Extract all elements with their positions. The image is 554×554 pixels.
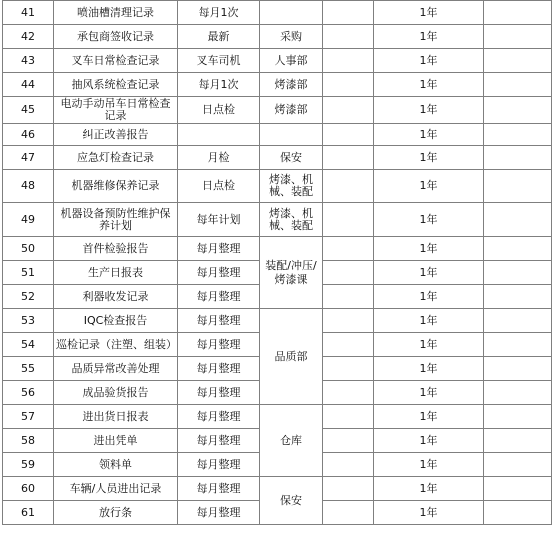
record-frequency: 每月整理 [178,405,260,429]
remarks-cell [484,124,552,146]
remarks-cell [484,405,552,429]
blank-cell [323,49,374,73]
row-number: 56 [3,381,54,405]
remarks-cell [484,453,552,477]
retention-period: 1年 [374,261,484,285]
remarks-cell [484,333,552,357]
remarks-cell [484,170,552,203]
retention-period: 1年 [374,381,484,405]
retention-period: 1年 [374,203,484,237]
record-frequency: 每月整理 [178,309,260,333]
record-name: 成品验货报告 [54,381,178,405]
remarks-cell [484,501,552,525]
row-number: 44 [3,73,54,97]
record-department: 装配/冲压/烤漆课 [260,237,323,309]
blank-cell [323,97,374,124]
record-name: 车辆/人员进出记录 [54,477,178,501]
retention-period: 1年 [374,333,484,357]
remarks-cell [484,429,552,453]
row-number: 54 [3,333,54,357]
row-number: 53 [3,309,54,333]
retention-period: 1年 [374,477,484,501]
row-number: 61 [3,501,54,525]
row-number: 41 [3,1,54,25]
retention-period: 1年 [374,429,484,453]
blank-cell [323,1,374,25]
record-frequency: 最新 [178,25,260,49]
record-frequency: 日点检 [178,170,260,203]
record-name: 叉车日常检查记录 [54,49,178,73]
blank-cell [323,285,374,309]
remarks-cell [484,1,552,25]
blank-cell [323,124,374,146]
record-frequency: 每月整理 [178,501,260,525]
row-number: 55 [3,357,54,381]
table-row [3,97,552,124]
record-name: IQC检查报告 [54,309,178,333]
record-department: 烤漆、机械、装配 [260,203,323,237]
remarks-cell [484,309,552,333]
record-frequency: 每月整理 [178,453,260,477]
table-row [3,170,552,203]
remarks-cell [484,146,552,170]
table-row [3,49,552,73]
remarks-cell [484,477,552,501]
row-number: 50 [3,237,54,261]
blank-cell [323,237,374,261]
blank-cell [323,477,374,501]
remarks-cell [484,285,552,309]
remarks-cell [484,261,552,285]
record-name: 承包商签收记录 [54,25,178,49]
record-frequency: 每月整理 [178,237,260,261]
record-department: 品质部 [260,309,323,405]
blank-cell [323,309,374,333]
blank-cell [323,405,374,429]
record-frequency: 每月整理 [178,477,260,501]
record-frequency: 每月整理 [178,285,260,309]
record-name: 抽风系统检查记录 [54,73,178,97]
remarks-cell [484,237,552,261]
remarks-cell [484,73,552,97]
row-number: 47 [3,146,54,170]
record-name: 利器收发记录 [54,285,178,309]
record-name: 喷油槽清理记录 [54,1,178,25]
table-row [3,25,552,49]
table-row [3,405,552,429]
row-number: 49 [3,203,54,237]
record-department: 保安 [260,146,323,170]
blank-cell [323,453,374,477]
table-row [3,146,552,170]
row-number: 43 [3,49,54,73]
retention-period: 1年 [374,405,484,429]
record-frequency: 月检 [178,146,260,170]
record-name: 机器维修保养记录 [54,170,178,203]
record-name: 机器设备预防性维护保养计划 [54,203,178,237]
remarks-cell [484,97,552,124]
remarks-cell [484,357,552,381]
records-table [2,0,552,525]
table-row [3,73,552,97]
retention-period: 1年 [374,97,484,124]
record-department: 烤漆部 [260,97,323,124]
table-row [3,309,552,333]
blank-cell [323,333,374,357]
record-name: 进出货日报表 [54,405,178,429]
record-frequency: 每月整理 [178,357,260,381]
blank-cell [323,261,374,285]
retention-period: 1年 [374,237,484,261]
retention-period: 1年 [374,309,484,333]
row-number: 45 [3,97,54,124]
blank-cell [323,146,374,170]
blank-cell [323,73,374,97]
retention-period: 1年 [374,124,484,146]
record-frequency: 每月整理 [178,429,260,453]
record-department: 烤漆、机械、装配 [260,170,323,203]
record-frequency: 每月整理 [178,333,260,357]
retention-period: 1年 [374,453,484,477]
retention-period: 1年 [374,49,484,73]
record-name: 放行条 [54,501,178,525]
record-frequency [178,124,260,146]
table-row [3,124,552,146]
row-number: 48 [3,170,54,203]
row-number: 60 [3,477,54,501]
blank-cell [323,501,374,525]
table-row [3,1,552,25]
record-name: 领料单 [54,453,178,477]
record-name: 品质异常改善处理 [54,357,178,381]
blank-cell [323,203,374,237]
retention-period: 1年 [374,1,484,25]
records-table-body [3,1,552,525]
record-department: 采购 [260,25,323,49]
table-row [3,477,552,501]
blank-cell [323,25,374,49]
row-number: 51 [3,261,54,285]
remarks-cell [484,49,552,73]
record-department: 仓库 [260,405,323,477]
record-department: 保安 [260,477,323,525]
remarks-cell [484,203,552,237]
record-frequency: 叉车司机 [178,49,260,73]
record-frequency: 每月整理 [178,381,260,405]
retention-period: 1年 [374,357,484,381]
retention-period: 1年 [374,501,484,525]
record-department: 人事部 [260,49,323,73]
remarks-cell [484,381,552,405]
row-number: 57 [3,405,54,429]
retention-period: 1年 [374,146,484,170]
record-name: 电动手动吊车日常检查记录 [54,97,178,124]
table-row [3,203,552,237]
record-name: 生产日报表 [54,261,178,285]
retention-period: 1年 [374,285,484,309]
record-name: 应急灯检查记录 [54,146,178,170]
row-number: 59 [3,453,54,477]
table-row [3,237,552,261]
row-number: 58 [3,429,54,453]
record-name: 进出凭单 [54,429,178,453]
retention-period: 1年 [374,73,484,97]
remarks-cell [484,25,552,49]
blank-cell [323,381,374,405]
blank-cell [323,170,374,203]
retention-period: 1年 [374,25,484,49]
row-number: 52 [3,285,54,309]
record-department: 烤漆部 [260,73,323,97]
record-frequency: 每年计划 [178,203,260,237]
retention-period: 1年 [374,170,484,203]
record-department [260,1,323,25]
blank-cell [323,429,374,453]
record-name: 纠正改善报告 [54,124,178,146]
record-frequency: 日点检 [178,97,260,124]
row-number: 42 [3,25,54,49]
blank-cell [323,357,374,381]
record-name: 首件检验报告 [54,237,178,261]
record-frequency: 每月1次 [178,1,260,25]
record-name: 巡检记录（注塑、组装） [54,333,178,357]
record-frequency: 每月整理 [178,261,260,285]
record-department [260,124,323,146]
row-number: 46 [3,124,54,146]
record-frequency: 每月1次 [178,73,260,97]
